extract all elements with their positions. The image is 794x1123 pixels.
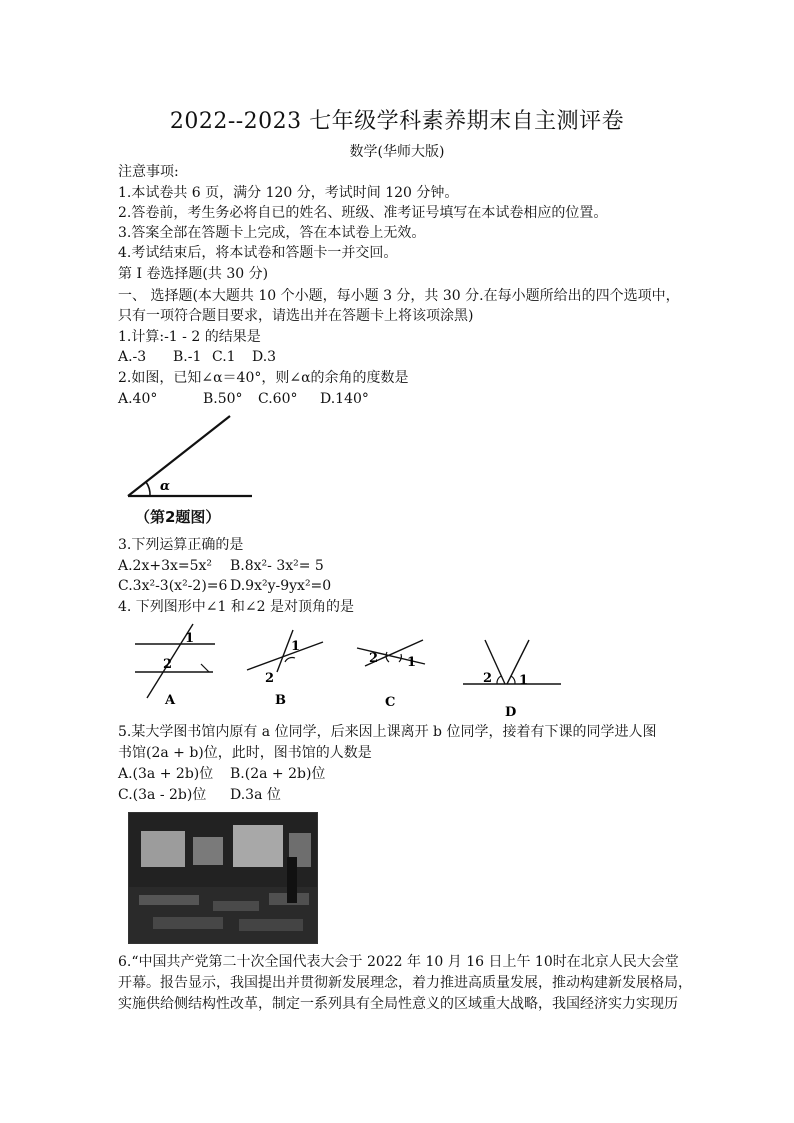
- q6-line3: 实施供给侧结构性改革，制定一系列具有全局性意义的区域重大战略，我国经济实力实现历: [118, 996, 678, 1012]
- notice-item-3: 3.答案全部在答题卡上完成，答在本试卷上无效。: [118, 225, 426, 241]
- notice-heading: 注意事项:: [118, 164, 179, 180]
- q4-option-a: A: [165, 693, 176, 708]
- q3-option-a: A.2x+3x=5x²: [118, 558, 213, 574]
- q4-figure-a: [135, 624, 215, 708]
- q5-option-d: D.3a 位: [230, 787, 281, 803]
- q4a-label-2: 2: [163, 657, 173, 672]
- q5-option-b: B.(2a + 2b)位: [230, 766, 326, 782]
- notice-item-1: 1.本试卷共 6 页，满分 120 分，考试时间 120 分钟。: [118, 185, 459, 201]
- section-instructions-line1: 一、 选择题(本大题共 10 个小题，每小题 3 分，共 30 分.在每小题所给出的四个选项中，: [118, 288, 680, 304]
- q5-option-a: A.(3a + 2b)位: [118, 766, 214, 782]
- q4b-label-1: 1: [291, 639, 301, 654]
- q4c-label-1: 1: [407, 655, 417, 670]
- exam-subtitle: 数学(华师大版): [349, 144, 445, 160]
- q2-figure-caption: （第2题图）: [135, 508, 221, 526]
- q3-option-d: D.9x²y-9yx²=0: [230, 578, 332, 594]
- q2-option-b: B.50°: [203, 391, 243, 407]
- q2-option-c: C.60°: [258, 391, 298, 407]
- q6-line2: 开幕。报告显示，我国提出并贯彻新发展理念，着力推进高质量发展，推动构建新发展格局，: [118, 975, 692, 991]
- q6-line1: 6.“中国共产党第二十次全国代表大会于 2022 年 10 月 16 日上午 10时在北京人民大会堂: [118, 954, 679, 970]
- q3-stem: 3.下列运算正确的是: [118, 537, 244, 553]
- q4b-label-2: 2: [265, 671, 275, 686]
- notice-item-4: 4.考试结束后，将本试卷和答题卡一并交回。: [118, 245, 398, 261]
- q1-option-d: D.3: [252, 349, 277, 365]
- q4-figure-d: [463, 640, 561, 718]
- q5-stem-line1: 5.某大学图书馆内原有 a 位同学，后来因上课离开 b 位同学，接着有下课的同学进人图: [118, 724, 657, 740]
- q4d-label-2: 2: [483, 671, 493, 686]
- q1-option-b: B.-1: [173, 349, 202, 365]
- q2-option-a: A.40°: [118, 391, 158, 407]
- q5-option-c: C.(3a - 2b)位: [118, 787, 207, 803]
- library-photo: [128, 812, 318, 944]
- q1-option-c: C.1: [212, 349, 236, 365]
- section-title: 第 I 卷选择题(共 30 分): [118, 266, 269, 282]
- q4c-label-2: 2: [369, 651, 379, 666]
- q3-option-c: C.3x²-3(x²-2)=6: [118, 578, 228, 594]
- exam-title: 2022--2023 七年级学科素养期末自主测评卷: [169, 109, 625, 134]
- q4-figure-c: [357, 640, 425, 710]
- q4-option-c: C: [385, 695, 396, 710]
- q4-option-b: B: [275, 693, 286, 708]
- section-instructions-line2: 只有一项符合题目要求，请选出并在答题卡上将该项涂黑): [118, 308, 474, 324]
- q2-option-d: D.140°: [320, 391, 369, 407]
- q2-angle-figure: [120, 410, 270, 505]
- q4d-label-1: 1: [519, 673, 529, 688]
- q2-stem: 2.如图，已知∠α＝40°，则∠α的余角的度数是: [118, 370, 409, 386]
- q1-stem: 1.计算:-1 - 2 的结果是: [118, 329, 261, 345]
- notice-item-2: 2.答卷前，考生务必将自已的姓名、班级、准考证号填写在本试卷相应的位置。: [118, 205, 608, 221]
- q1-option-a: A.-3: [118, 349, 147, 365]
- q4-option-d: D: [505, 705, 517, 718]
- q4-stem: 4. 下列图形中∠1 和∠2 是对顶角的是: [118, 599, 354, 615]
- q3-option-b: B.8x²- 3x²= 5: [230, 558, 324, 574]
- q4a-label-1: 1: [185, 631, 195, 646]
- q4-figure-b: [247, 630, 323, 708]
- q4-figures: [125, 618, 575, 718]
- alpha-label: α: [160, 479, 171, 494]
- q5-stem-line2: 书馆(2a + b)位，此时，图书馆的人数是: [118, 745, 372, 761]
